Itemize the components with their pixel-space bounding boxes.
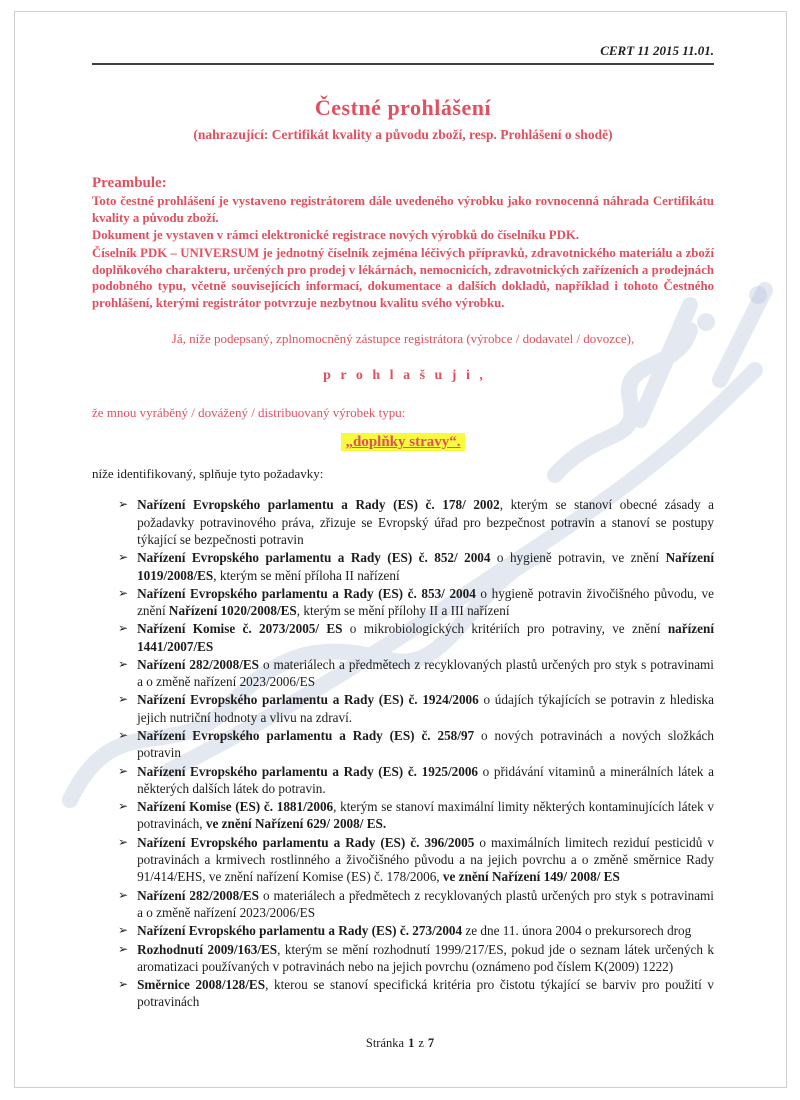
- requirement-text: Nařízení Evropského parlamentu a Rady (ES) č. 178/ 2002, kterým se stanoví obecné zásady a požadavky potravinového práva, zřizuje se Evropský úřad pro bezpečnost potravin a stanoví se postupy týkající se bezpečnosti potravin: [137, 497, 714, 547]
- preamble-paragraph: Dokument je vystaven v rámci elektronické registrace nových výrobků do číselníku PDK.: [92, 228, 579, 243]
- preamble-paragraph: Toto čestné prohlášení je vystaveno registrátorem dále uvedeného výrobku jako rovnocenná náhrada Certifikátu kvality a původu zboží.: [92, 194, 714, 225]
- footer-total-pages: 7: [427, 1036, 435, 1050]
- bullet-arrow-icon: ➢: [118, 941, 129, 956]
- requirement-text: Nařízení Evropského parlamentu a Rady (ES) č. 1925/2006 o přidávání vitaminů a minerálních látek a některých dalších látek do potravin.: [137, 763, 714, 796]
- bullet-arrow-icon: ➢: [118, 497, 129, 512]
- declaration-intro: Já, níže podepsaný, zplnomocněný zástupce registrátora (výrobce / dodavatel / dovozce),: [171, 331, 635, 347]
- requirement-text: Nařízení Komise č. 2073/2005/ ES o mikrobiologických kritériích pro potraviny, ve znění nařízení 1441/2007/ES: [137, 621, 714, 654]
- declaration-verb: p r o h l a š u j i ,: [323, 368, 483, 384]
- preamble-paragraph: Číselník PDK – UNIVERSUM je jednotný číselník zejména léčivých přípravků, zdravotnického materiálu a zboží doplňkového charakteru, určených pro prodej v lékárnách, nemocnicích, zdravotnických zařízeních a prodejnách podobného typu, včetně souvisejících informací, dokumentace a dalších dokladů, například i tohoto Čestného prohlášení, kterými registrátor potvrzuje nezbytnou kvalitu svého výrobku.: [92, 245, 714, 310]
- requirement-item: [92, 585, 714, 620]
- document-code: CERT 11 2015 11.01.: [600, 43, 714, 58]
- product-type-highlight: „doplňky stravy“.: [341, 433, 464, 451]
- requirement-text: Směrnice 2008/128/ES, kterou se stanoví specifická kritéria pro čistotu týkající se barviv pro použití v potravinách: [137, 977, 714, 1010]
- bullet-arrow-icon: ➢: [118, 763, 129, 778]
- bullet-arrow-icon: ➢: [118, 977, 129, 992]
- page-footer: [0, 1036, 800, 1051]
- bullet-arrow-icon: ➢: [118, 550, 129, 565]
- requirement-text: Nařízení Evropského parlamentu a Rady (ES) č. 1924/2006 o údajích týkajících se potravin z hlediska jejich nutriční hodnoty a vlivu na zdraví.: [137, 692, 714, 725]
- requirements-intro: níže identifikovaný, splňuje tyto požadavky:: [92, 466, 324, 482]
- footer-page-number: 1: [408, 1036, 415, 1050]
- requirement-text: Nařízení Komise (ES) č. 1881/2006, kterým se stanoví maximální limity některých kontaminujících látek v potravinách, ve znění Nařízení 629/ 2008/ ES.: [137, 799, 714, 832]
- bullet-arrow-icon: ➢: [118, 621, 129, 636]
- requirement-text: Nařízení Evropského parlamentu a Rady (ES) č. 853/ 2004 o hygieně potravin živočišného původu, ve znění Nařízení 1020/2008/ES, kterým se mění přílohy II a III nařízení: [137, 585, 714, 619]
- document-subtitle: (nahrazující: Certifikát kvality a původu zboží, resp. Prohlášení o shodě): [193, 127, 613, 142]
- product-type-line: že mnou vyráběný / dovážený / distribuovaný výrobek typu:: [92, 405, 406, 421]
- requirement-item: [92, 941, 714, 976]
- requirement-item: [92, 922, 714, 939]
- requirement-item: [92, 834, 714, 886]
- requirement-item: [92, 763, 714, 798]
- bullet-arrow-icon: ➢: [118, 585, 129, 600]
- requirement-text: Nařízení Evropského parlamentu a Rady (ES) č. 273/2004 ze dne 11. února 2004 o prekursorech drog: [137, 923, 692, 939]
- requirement-item: [92, 887, 714, 922]
- bullet-arrow-icon: ➢: [118, 799, 129, 814]
- requirements-list: [92, 496, 714, 1010]
- footer-label: Stránka: [365, 1036, 405, 1050]
- requirement-item: [92, 620, 714, 655]
- footer-separator: z: [418, 1036, 424, 1050]
- requirement-text: Nařízení Evropského parlamentu a Rady (ES) č. 396/2005 o maximálních limitech reziduí pesticidů v potravinách a krmivech rostlinného a živočišného původu a na jejich povrchu a o změně směrnice Rady 91/414/EHS, ve znění nařízení Komise (ES) č. 178/2006, ve znění Nařízení 149/ 2008/ ES: [137, 834, 714, 885]
- preamble-section: [92, 175, 714, 311]
- requirement-item: [92, 976, 714, 1011]
- document-body: [92, 42, 714, 1012]
- bullet-arrow-icon: ➢: [118, 656, 129, 671]
- bullet-arrow-icon: ➢: [118, 834, 129, 849]
- requirement-item: [92, 798, 714, 833]
- bullet-arrow-icon: ➢: [118, 728, 129, 743]
- requirement-text: Nařízení Evropského parlamentu a Rady (ES) č. 258/97 o nových potravinách a nových složkách potravin: [137, 728, 714, 761]
- requirement-item: [92, 691, 714, 726]
- requirement-text: Nařízení Evropského parlamentu a Rady (ES) č. 852/ 2004 o hygieně potravin, ve znění Nařízení 1019/2008/ES, kterým se mění příloha II nařízení: [137, 550, 714, 583]
- document-title: Čestné prohlášení: [314, 95, 492, 120]
- bullet-arrow-icon: ➢: [118, 692, 129, 707]
- document-header: [92, 42, 714, 65]
- requirement-item: [92, 496, 714, 548]
- requirement-text: Nařízení 282/2008/ES o materiálech a předmětech z recyklovaných plastů určených pro styk s potravinami a o změně nařízení 2023/2006/ES: [137, 887, 714, 920]
- preamble-heading: Preambule:: [92, 175, 167, 191]
- requirement-item: [92, 656, 714, 691]
- requirement-item: [92, 727, 714, 762]
- requirement-text: Rozhodnutí 2009/163/ES, kterým se mění rozhodnutí 1999/217/ES, pokud jde o seznam látek určených k aromatizaci používaných v potravinách nebo na jejich povrchu (oznámeno pod číslem K(2009) 1222): [137, 941, 714, 974]
- bullet-arrow-icon: ➢: [118, 887, 129, 902]
- requirement-item: [92, 549, 714, 584]
- bullet-arrow-icon: ➢: [118, 923, 129, 938]
- product-type-wrap: [92, 433, 714, 451]
- requirement-text: Nařízení 282/2008/ES o materiálech a předmětech z recyklovaných plastů určených pro styk s potravinami a o změně nařízení 2023/2006/ES: [137, 656, 714, 690]
